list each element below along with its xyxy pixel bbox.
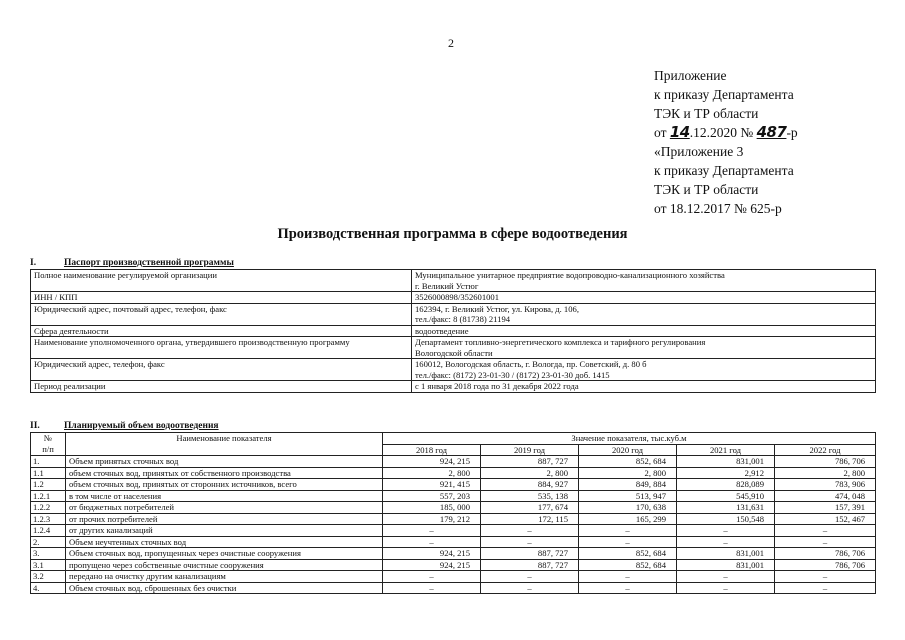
passport-row	[31, 381, 876, 393]
passport-label: Полное наименование регулируемой организации	[31, 270, 412, 292]
page-number: 2	[448, 36, 454, 50]
col-header-group: Значение показателя, тыс.куб.м	[383, 433, 876, 445]
row-number: 1.1	[31, 467, 66, 479]
row-name: передано на очистку другим канализациям	[66, 571, 383, 583]
handwritten-order-number: 487	[756, 123, 787, 141]
row-value: –	[775, 536, 876, 548]
section-2-title: Планируемый объем водоотведения	[64, 421, 219, 431]
appendix-date-line	[654, 123, 798, 142]
row-value: –	[383, 571, 481, 583]
row-number: 1.2.1	[31, 490, 66, 502]
passport-value-line: тел./факс: 8 (81738) 21194	[415, 314, 511, 324]
appendix-block	[654, 66, 798, 218]
row-value: 786, 706	[775, 548, 876, 560]
row-value: 852, 684	[579, 559, 677, 571]
row-number: 3.1	[31, 559, 66, 571]
row-name: Объем принятых сточных вод	[66, 456, 383, 468]
volume-row	[31, 490, 876, 502]
row-name: объем сточных вод, принятых от сторонних источников, всего	[66, 479, 383, 491]
appendix-line: к приказу Департамента	[654, 87, 794, 102]
passport-value	[412, 292, 876, 304]
handwritten-day: 14	[669, 123, 690, 141]
passport-row	[31, 270, 876, 292]
row-value: –	[677, 582, 775, 594]
appendix-line: к приказу Департамента	[654, 163, 794, 178]
passport-value-line: Муниципальное унитарное предприятие водопроводно-канализационного хозяйства	[415, 270, 725, 280]
passport-table	[30, 269, 876, 393]
row-value: –	[383, 582, 481, 594]
row-value: 157, 391	[775, 502, 876, 514]
row-value: –	[481, 536, 579, 548]
volume-row	[31, 548, 876, 560]
appendix-line: ТЭК и ТР области	[654, 182, 759, 197]
col-header-year: 2021 год	[677, 444, 775, 456]
row-value: 831,001	[677, 559, 775, 571]
row-value: 2, 800	[481, 467, 579, 479]
row-number: 3.2	[31, 571, 66, 583]
row-number: 4.	[31, 582, 66, 594]
section-2-number: II.	[30, 421, 40, 431]
volume-row	[31, 502, 876, 514]
section-2-heading	[30, 421, 219, 431]
col-header-number: № п/п	[31, 433, 66, 456]
row-value: 924, 215	[383, 548, 481, 560]
passport-label: Наименование уполномоченного органа, утвердившего производственную программу	[31, 337, 412, 359]
row-value: 535, 138	[481, 490, 579, 502]
appendix-line: Приложение	[654, 68, 727, 83]
passport-row	[31, 325, 876, 337]
row-value: 2, 800	[383, 467, 481, 479]
row-value: –	[481, 571, 579, 583]
page-title: Производственная программа в сфере водоотведения	[277, 226, 628, 242]
row-value: 170, 638	[579, 502, 677, 514]
appendix-line: «Приложение 3	[654, 144, 744, 159]
row-value: 131,631	[677, 502, 775, 514]
appendix-date-prefix: от	[654, 125, 670, 140]
row-value: 852, 684	[579, 548, 677, 560]
row-number: 1.2.3	[31, 513, 66, 525]
row-value: –	[383, 536, 481, 548]
row-value: 179, 212	[383, 513, 481, 525]
section-1-heading	[30, 258, 234, 268]
row-number: 1.2.4	[31, 525, 66, 537]
appendix-date-mid: .12.2020 №	[689, 125, 757, 140]
col-header-year: 2020 год	[579, 444, 677, 456]
row-value: –	[775, 525, 876, 537]
volume-row	[31, 513, 876, 525]
passport-label: ИНН / КПП	[31, 292, 412, 304]
row-number: 3.	[31, 548, 66, 560]
passport-value-line: Департамент топливно-энергетического комплекса и тарифного регулирования	[415, 337, 706, 347]
volume-row	[31, 456, 876, 468]
row-value: 545,910	[677, 490, 775, 502]
passport-value	[412, 337, 876, 359]
row-number: 2.	[31, 536, 66, 548]
volume-row	[31, 582, 876, 594]
row-value: 786, 706	[775, 559, 876, 571]
row-value: –	[579, 536, 677, 548]
row-value: 849, 884	[579, 479, 677, 491]
row-value: –	[677, 525, 775, 537]
volume-table	[30, 432, 876, 594]
volume-row	[31, 479, 876, 491]
row-value: 828,089	[677, 479, 775, 491]
row-value: 165, 299	[579, 513, 677, 525]
row-value: –	[775, 582, 876, 594]
row-value: 152, 467	[775, 513, 876, 525]
passport-label: Сфера деятельности	[31, 325, 412, 337]
row-value: 513, 947	[579, 490, 677, 502]
volume-row	[31, 559, 876, 571]
passport-value	[412, 270, 876, 292]
passport-value-line: с 1 января 2018 года по 31 декабря 2022 года	[415, 381, 579, 391]
appendix-date-suffix: -р	[786, 125, 798, 140]
row-value: 921, 415	[383, 479, 481, 491]
passport-label: Юридический адрес, почтовый адрес, телефон, факс	[31, 303, 412, 325]
row-value: –	[383, 525, 481, 537]
volume-row	[31, 571, 876, 583]
row-value: –	[579, 525, 677, 537]
col-header-year: 2019 год	[481, 444, 579, 456]
passport-label: Период реализации	[31, 381, 412, 393]
appendix-line: от 18.12.2017 № 625-р	[654, 201, 782, 216]
row-number: 1.2.2	[31, 502, 66, 514]
passport-value	[412, 381, 876, 393]
passport-label: Юридический адрес, телефон, факс	[31, 359, 412, 381]
row-number: 1.	[31, 456, 66, 468]
row-value: 150,548	[677, 513, 775, 525]
row-value: 557, 203	[383, 490, 481, 502]
row-name: объем сточных вод, принятых от собственного производства	[66, 467, 383, 479]
volume-row	[31, 467, 876, 479]
row-value: 924, 215	[383, 456, 481, 468]
col-header-name: Наименование показателя	[66, 433, 383, 456]
passport-value-line: 162394, г. Великий Устюг, ул. Кирова, д. 106,	[415, 303, 579, 314]
row-value: –	[481, 525, 579, 537]
volume-row	[31, 536, 876, 548]
passport-value-line: тел./факс: (8172) 23-01-30 / (8172) 23-01-30 доб. 1415	[415, 369, 610, 380]
row-value: 924, 215	[383, 559, 481, 571]
row-value: 185, 000	[383, 502, 481, 514]
passport-value-line: 160012, Вологодская область, г. Вологда, пр. Советский, д. 80 б	[415, 359, 647, 369]
col-header-year: 2018 год	[383, 444, 481, 456]
section-1-title: Паспорт производственной программы	[64, 258, 234, 268]
passport-value	[412, 325, 876, 337]
row-value: 852, 684	[579, 456, 677, 468]
row-value: –	[677, 536, 775, 548]
row-value: 2, 800	[775, 467, 876, 479]
passport-value-line: г. Великий Устюг	[415, 280, 479, 291]
row-name: Объем неучтенных сточных вод	[66, 536, 383, 548]
row-value: 887, 727	[481, 559, 579, 571]
row-value: 887, 727	[481, 548, 579, 560]
volume-row	[31, 525, 876, 537]
row-name: от бюджетных потребителей	[66, 502, 383, 514]
row-value: 172, 115	[481, 513, 579, 525]
row-value: 786, 706	[775, 456, 876, 468]
row-value: 884, 927	[481, 479, 579, 491]
appendix-line: ТЭК и ТР области	[654, 106, 759, 121]
row-value: –	[775, 571, 876, 583]
passport-value-line: водоотведение	[415, 325, 469, 336]
passport-value	[412, 359, 876, 381]
row-name: от других канализаций	[66, 525, 383, 537]
row-value: 831,001	[677, 456, 775, 468]
passport-value	[412, 303, 876, 325]
row-value: 831,001	[677, 548, 775, 560]
passport-value-line: 3526000898/352601001	[415, 292, 500, 302]
row-value: 783, 906	[775, 479, 876, 491]
row-value: –	[579, 582, 677, 594]
row-value: 177, 674	[481, 502, 579, 514]
row-name: от прочих потребителей	[66, 513, 383, 525]
passport-value-line: Вологодской области	[415, 347, 493, 358]
row-name: пропущено через собственные очистные сооружения	[66, 559, 383, 571]
col-header-year: 2022 год	[775, 444, 876, 456]
row-value: –	[579, 571, 677, 583]
row-number: 1.2	[31, 479, 66, 491]
row-value: 887, 727	[481, 456, 579, 468]
passport-row	[31, 292, 876, 304]
section-1-number: I.	[30, 258, 37, 268]
row-value: –	[677, 571, 775, 583]
row-value: 2, 800	[579, 467, 677, 479]
passport-row	[31, 303, 876, 325]
row-value: –	[481, 582, 579, 594]
row-value: 474, 048	[775, 490, 876, 502]
passport-row	[31, 337, 876, 359]
passport-row	[31, 359, 876, 381]
row-name: Объем сточных вод, пропущенных через очистные сооружения	[66, 548, 383, 560]
row-value: 2,912	[677, 467, 775, 479]
row-name: Объем сточных вод, сброшенных без очистки	[66, 582, 383, 594]
row-name: в том числе от населения	[66, 490, 383, 502]
